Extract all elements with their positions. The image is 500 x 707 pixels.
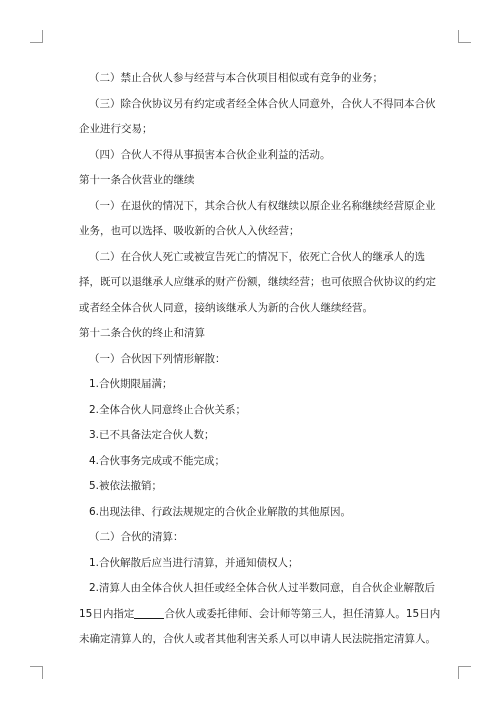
liquidation-item-2-part1: 2.清算人由全体合伙人担任或经全体合伙人过半数同意，自合伙企业解散后15日内指定 xyxy=(79,582,436,620)
list-item-6: 6.出现法律、行政法规规定的合伙企业解散的其他原因。 xyxy=(89,505,352,518)
list-item-4: 4.合伙事务完成或不能完成； xyxy=(89,454,226,467)
paragraph-clause-3: （三）除合伙协议另有约定或者经全体合伙人同意外，合伙人不得同本合伙企业进行交易； xyxy=(79,97,436,135)
crop-mark-bottom-left xyxy=(30,666,43,679)
paragraph-withdrawal: （一）在退伙的情况下，其余合伙人有权继续以原企业名称继续经营原企业业务，也可以选择、吸收新的合伙人入伙经营； xyxy=(79,199,436,237)
crop-mark-top-right xyxy=(458,30,471,43)
crop-mark-bottom-right xyxy=(458,666,471,679)
list-item-5: 5.被依法撤销； xyxy=(89,480,163,492)
list-item-3: 3.已不具备法定合伙人数； xyxy=(89,429,215,441)
crop-mark-top-left xyxy=(30,30,43,43)
paragraph-clause-2: （二）禁止合伙人参与经营与本合伙项目相似或有竞争的业务； xyxy=(89,72,383,84)
paragraph-liquidation-intro: （二）合伙的清算： xyxy=(89,531,184,543)
heading-article-12: 第十二条合伙的终止和清算 xyxy=(79,327,205,339)
paragraph-death: （二）在合伙人死亡或被宣告死亡的情况下，依死亡合伙人的继承人的选择，既可以退继承人应继承的财产份额，继续经营；也可依照合伙协议的约定或者经全体合伙人同意，接纳该继承人为新的合伙人继续经营。 xyxy=(79,250,436,314)
blank-underline xyxy=(134,606,164,619)
list-item-1: 1.合伙期限届满； xyxy=(89,378,173,390)
paragraph-dissolution-intro: （一）合伙因下列情形解散： xyxy=(89,352,226,365)
liquidation-item-2 xyxy=(79,576,443,653)
document-body xyxy=(79,66,443,653)
liquidation-item-1: 1.合伙解散后应当进行清算，并通知债权人； xyxy=(89,556,299,569)
heading-article-11: 第十一条合伙营业的继续 xyxy=(79,174,195,186)
liquidation-item-2-part2: 合伙人或委托律师、会计师等第三人，担任清算人。15日内未确定清算人的，合伙人或者其他利害关系人可以申请人民法院指定清算人。 xyxy=(79,607,441,645)
paragraph-clause-4: （四）合伙人不得从事损害本合伙企业利益的活动。 xyxy=(89,148,331,161)
list-item-2: 2.全体合伙人同意终止合伙关系； xyxy=(89,403,247,416)
